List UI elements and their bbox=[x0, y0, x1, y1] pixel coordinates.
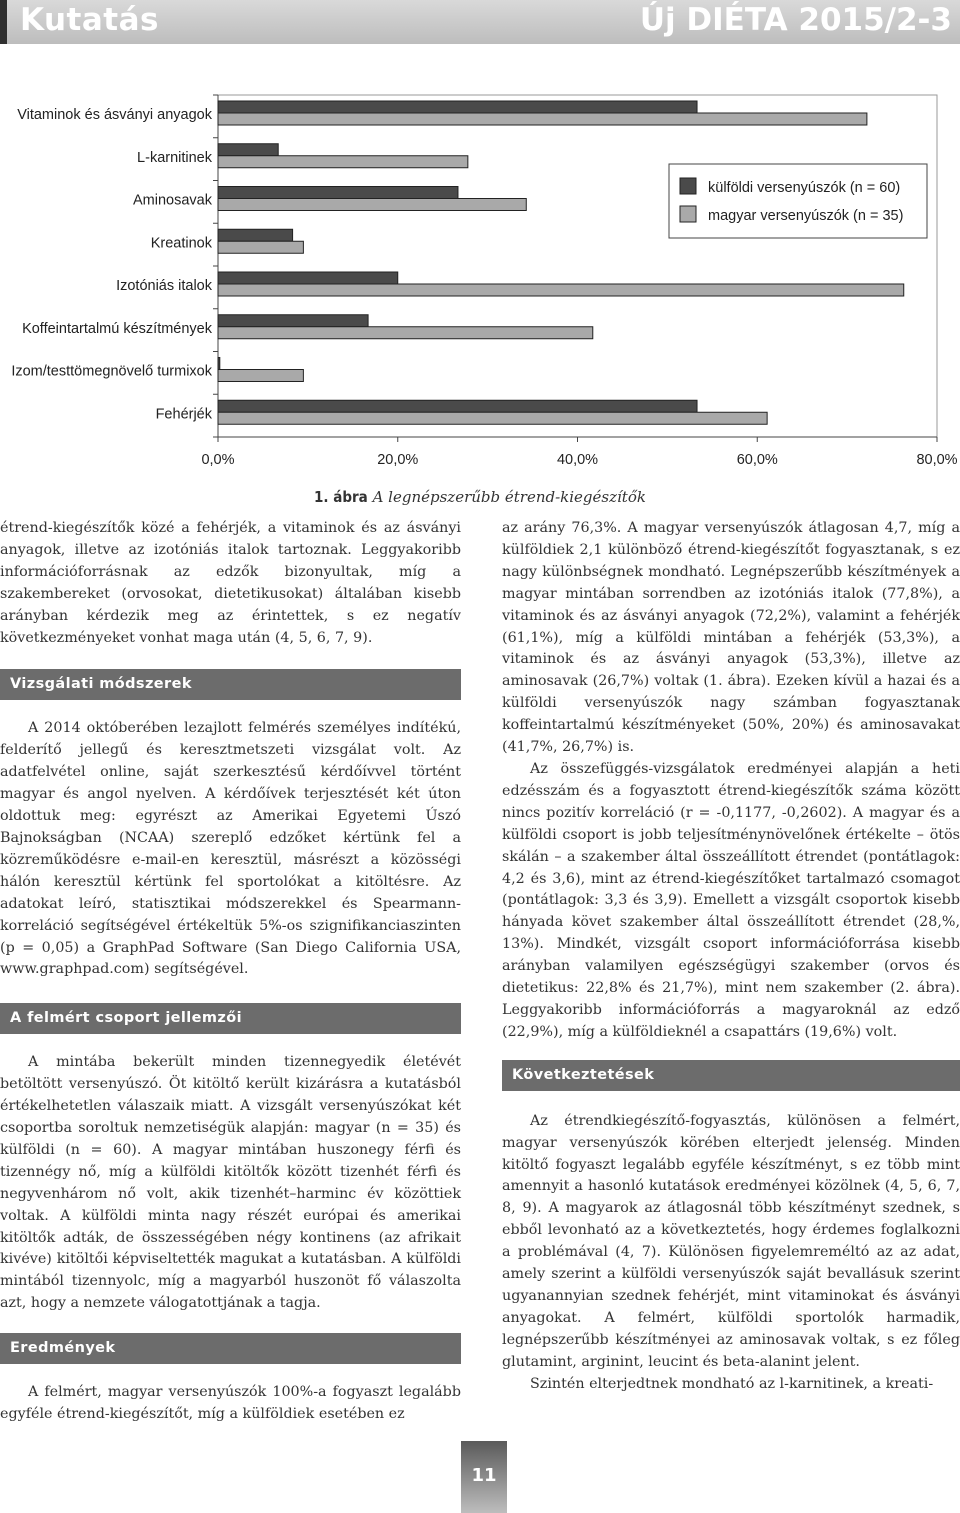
category-label: Aminosavak bbox=[133, 192, 212, 209]
paragraph: az arány 76,3%. A magyar versenyúszók átlagosan 4,7, míg a külföldiek 2,1 különböző étrend-kiegészítőt fogyasztanak, s ez nagy különbségnek mondható. Legnépszerűbb készítmények a magyar mintában sorrendben az izotóniás italok (77,8%), a vitaminok és az ásványi anyagok (72,2%), valamint a fehérjék (61,1%), míg a külföldi mintában a fehérjék (53,3%), a vitaminok és az ásványi anyagok (53,3%), illetve az aminosavak (26,7%) voltak (1. ábra). Ezeken kívül a hazai és a külföldi versenyúszók nagy számban fogyasztanak koffeintartalmú készítményeket (50%, 20%) és aminosavakat (41,7%, 26,7%) is. bbox=[502, 520, 960, 756]
bar-hungarian-7 bbox=[218, 412, 767, 424]
bar-hungarian-5 bbox=[218, 327, 593, 339]
bar-chart bbox=[0, 86, 960, 476]
plot-area bbox=[218, 95, 937, 437]
bar-foreign-4 bbox=[218, 272, 398, 284]
bar-foreign-2 bbox=[218, 187, 458, 199]
header-accent-bar bbox=[0, 0, 7, 44]
bar-foreign-3 bbox=[218, 229, 293, 241]
category-label: L-karnitinek bbox=[137, 149, 212, 166]
paragraph: A mintába bekerült minden tizennegyedik életévét betöltött versenyúszó. Öt kitöltő került kizárásra a kutatásból értékelhetetlen válaszaik miatt. A vizsgált versenyúszókat két csoportba soroltuk nemzetiségük alapján: magyar (n = 35) és külföldi (n = 60). A magyar mintában huszonegy férfi és tizennégy nő, míg a külföldi kitöltők között tizenhét férfi és negyvenhárom nő volt, akik tizenhét–harminc év közöttiek voltak. A külföldi minta nagy részét európai és amerikai kitöltők adták, de összességében négy kontinens (az afrikait kivéve) kitöltői képviseltették magukat a kutatásban. A külföldi mintából tizennyolc, míg a magyarból huszonöt fő válaszolta azt, hogy a nemzete válogatottjának a tagja. bbox=[0, 1054, 461, 1312]
category-label: Kreatinok bbox=[150, 235, 212, 252]
x-tick-label: 60,0% bbox=[736, 452, 778, 468]
paragraph: Az étrendkiegészítő-fogyasztás, különösen a felmért, magyar versenyúszók körében elterjedt jelenség. Minden kitöltő fogyaszt legalább egyféle készítményt, s ez több mint amennyit a hasonló kutatások eredményei közölnek (4, 5, 6, 7, 8, 9). A magyarok az átlagosnál több készítményt szednek, s ebből levonható az a következtetés, hogy érdemes foglalkozni a problémával (4, 7). Különösen figyelemreméltó az az adat, amely szerint a külföldi versenyúszók saját bevallásuk szerint ugyanannyian szednek fehérjét, mint vitaminokat és ásványi anyagokat. A felmért, külföldi sportolók harmadik, legnépszerűbb készítményei az aminosavak voltak, s ez főleg glutamint, arginint, leucint és beta-alanint jelent. bbox=[502, 1112, 960, 1370]
category-label: Fehérjék bbox=[155, 406, 212, 423]
legend-label: magyar versenyúszók (n = 35) bbox=[708, 208, 904, 224]
x-tick-label: 80,0% bbox=[916, 452, 958, 468]
legend-swatch bbox=[680, 178, 696, 194]
category-label: Koffeintartalmú készítmények bbox=[22, 320, 212, 337]
figure-title: A legnépszerűbb étrend-kiegészítők bbox=[372, 488, 646, 506]
bar-hungarian-4 bbox=[218, 284, 904, 296]
bar-foreign-5 bbox=[218, 315, 368, 327]
page-header bbox=[0, 0, 960, 44]
legend-box bbox=[669, 164, 927, 238]
page-number: 11 bbox=[461, 1441, 507, 1513]
section-heading-results: Eredmények bbox=[0, 1333, 461, 1364]
category-label: Izotóniás italok bbox=[116, 278, 212, 294]
x-tick-label: 40,0% bbox=[556, 452, 599, 468]
x-tick-label: 20,0% bbox=[377, 452, 419, 468]
figure-caption bbox=[0, 488, 960, 506]
paragraph: A 2014 októberében lezajlott felmérés személyes indítékú, felderítő jellegű és keresztmetszeti vizsgálat volt. Az adatfelvétel online, saját szerkesztésű kérdőívvel történt magyar és angol nyelven. A kérdőívek terjesztését két úton oldottuk meg: egyrészt az Amerikai Egyetemi Úszó Bajnokságban (NCAA) szereplő edzőket kértünk fel a közreműködésre e-mail-en keresztül, másrészt a közösségi hálón keresztül kértünk fel sportolókat a kitöltésre. Az adatokat leíró, statisztikai módszerekkel és Spearmann-korreláció segítségével értékeltük 5%-os szignifikanciaszinten (p = 0,05) a GraphPad Software (San Diego California USA, www.graphpad.com) segítségével. bbox=[0, 720, 461, 978]
figure-number: 1. ábra bbox=[314, 488, 368, 506]
journal-title: Új DIÉTA 2015/2-3 bbox=[639, 2, 952, 38]
bar-hungarian-2 bbox=[218, 199, 526, 211]
bar-foreign-7 bbox=[218, 400, 697, 412]
section-heading-group: A felmért csoport jellemzői bbox=[0, 1003, 461, 1034]
category-label: Izom/testtömegnövelő turmixok bbox=[11, 363, 212, 380]
legend-label: külföldi versenyúszók (n = 60) bbox=[708, 180, 901, 196]
paragraph: Az összefüggés-vizsgálatok eredményei alapján a heti edzésszám és a fogyasztott étrend-kiegészítők száma között nincs pozitív korreláció (r = -0,1177, -0,2602). A magyar és a külföldi csoport is jobb teljesítménynövelőnek értékelte – ötös skálán – a szakember által összeállított étrendet (pontátlagok: 4,2 és 3,6), mint az étrend-kiegészítőket tartalmazó csomagot (pontátlagok: 3,3 és 3,9). Emellett a vizsgált csoportok kisebb hányada követ szakember által összeállított étrendet (28,%, 13%). Mindkét, vizsgált csoport információforrása kisebb arányban valamilyen egészségügyi szakember (orvos és dietetikus: 22,8% és 21,7%), mint nem szakember (2. ábra). Leggyakoribb információforrás a magyaroknál az edző (22,9%), míg a külföldieknél a csapattárs (19,6%) volt. bbox=[502, 760, 960, 1040]
paragraph: A felmért, magyar versenyúszók 100%-a fogyaszt legalább egyféle étrend-kiegészítőt, míg a külföldiek esetében ez bbox=[0, 1384, 461, 1423]
category-label: Vitaminok és ásványi anyagok bbox=[17, 107, 212, 123]
x-tick-label: 0,0% bbox=[201, 452, 235, 468]
bar-foreign-6 bbox=[218, 358, 220, 370]
legend-swatch bbox=[680, 206, 696, 222]
bar-hungarian-6 bbox=[218, 370, 303, 382]
bar-hungarian-1 bbox=[218, 156, 468, 168]
bar-hungarian-3 bbox=[218, 241, 303, 253]
bar-foreign-0 bbox=[218, 101, 697, 113]
left-column bbox=[0, 518, 461, 1426]
bar-hungarian-0 bbox=[218, 113, 867, 125]
section-title: Kutatás bbox=[20, 2, 159, 38]
section-heading-methods: Vizsgálati módszerek bbox=[0, 669, 461, 700]
section-heading-conclusions: Következtetések bbox=[502, 1060, 960, 1091]
paragraph: étrend-kiegészítők közé a fehérjék, a vitaminok és az ásványi anyagok, illetve az izotóniás italok tartoznak. Leggyakoribb információforrásnak az edzők bizonyultak, míg a szakembereket (orvosokat, dietetikusokat) általában kisebb arányban kérdezik meg az érintettek, s ez negatív következményeket vonhat maga után (4, 5, 6, 7, 9). bbox=[0, 520, 461, 646]
bar-foreign-1 bbox=[218, 144, 278, 156]
paragraph: Szintén elterjedtnek mondható az l-karnitinek, a kreati- bbox=[530, 1375, 934, 1392]
right-column bbox=[502, 518, 960, 1396]
